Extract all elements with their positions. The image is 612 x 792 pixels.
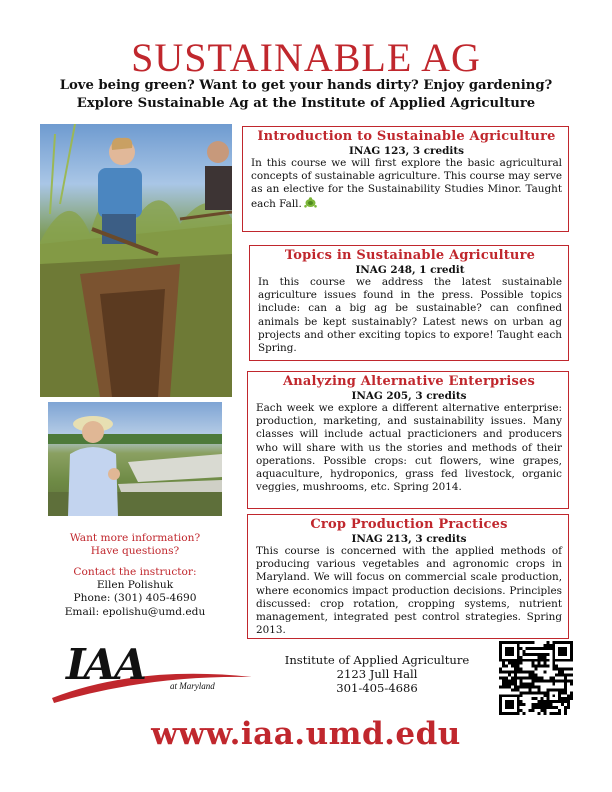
tagline-line-2: Explore Sustainable Ag at the Institute of Applied Agriculture — [76, 96, 536, 111]
page-title: SUSTAINABLE AG — [131, 35, 481, 80]
tagline-line-1: Love being green? Want to get your hands dirty? Enjoy gardening? — [59, 78, 553, 93]
course-description: This course is concerned with the applied methods of producing various vegetables and agronomic crops in Maryland. We will focus on commercial scale production, where economics impact production decisions. Principles discussed: crop rotation, cropping systems, nutrient management, integrated pest control strategies. Spring 2013. — [256, 545, 562, 637]
website-url[interactable]: www.iaa.umd.edu — [151, 716, 461, 752]
address-block — [262, 653, 492, 696]
contact-heading: Contact the instructor: — [73, 566, 197, 578]
course-title: Topics in Sustainable Agriculture — [284, 248, 536, 263]
course-credits: INAG 123, 3 credits — [349, 145, 464, 157]
course-title: Crop Production Practices — [310, 517, 508, 532]
course-box-topics — [249, 245, 569, 361]
instructor-phone: Phone: (301) 405-4690 — [73, 592, 197, 605]
iaa-logo — [48, 643, 256, 705]
course-box-alternative — [247, 371, 569, 509]
course-credits: INAG 205, 3 credits — [351, 390, 467, 402]
course-credits: INAG 213, 3 credits — [351, 533, 467, 545]
instructor-email[interactable]: Email: epolishu@umd.edu — [64, 605, 206, 618]
org-name: Institute of Applied Agriculture — [284, 653, 470, 667]
field-photo — [48, 402, 222, 516]
course-description: Each week we explore a different alternative enterprise: production, marketing, and sustainability issues. Many classes will include actual practicioners and producers who will share with us the stories and methods of their operations. Possible crops: cut flowers, wine grapes, aquaculture, hydroponics, grass fed livestock, organic veggies, mushrooms, etc. Spring 2014. — [256, 402, 562, 494]
course-title: Introduction to Sustainable Agriculture — [257, 129, 556, 144]
course-description: In this course we address the latest sustainable agriculture issues found in the press. Possible topics include: can a big ag be sustainable? can confined animals be kept sustainably? Latest news on urban ag projects and other exciting topics to expore! Taught each Spring. — [258, 276, 562, 355]
course-title: Analyzing Alternative Enterprises — [282, 374, 536, 389]
contact-block — [40, 566, 230, 619]
course-box-intro — [242, 126, 569, 232]
soil-pit-photo — [40, 124, 232, 397]
more-info-line: Want more information? — [69, 532, 201, 544]
course-description: In this course we will first explore the basic agricultural concepts of sustainable agriculture. This course may serve as an elective for the Sustainability Studies Minor. Taught each Fall. — [251, 157, 562, 210]
org-street: 2123 Jull Hall — [336, 667, 418, 682]
instructor-name: Ellen Polishuk — [96, 579, 174, 592]
qr-code[interactable] — [499, 641, 573, 715]
more-info-block — [40, 532, 230, 558]
logo-letters: IAA — [66, 643, 145, 689]
logo-tagline: at Maryland — [170, 681, 215, 691]
course-box-crop — [247, 514, 569, 639]
org-phone: 301-405-4686 — [336, 681, 418, 696]
course-credits: INAG 248, 1 credit — [355, 264, 465, 276]
questions-line: Have questions? — [90, 545, 180, 558]
turtle-icon — [304, 197, 317, 208]
